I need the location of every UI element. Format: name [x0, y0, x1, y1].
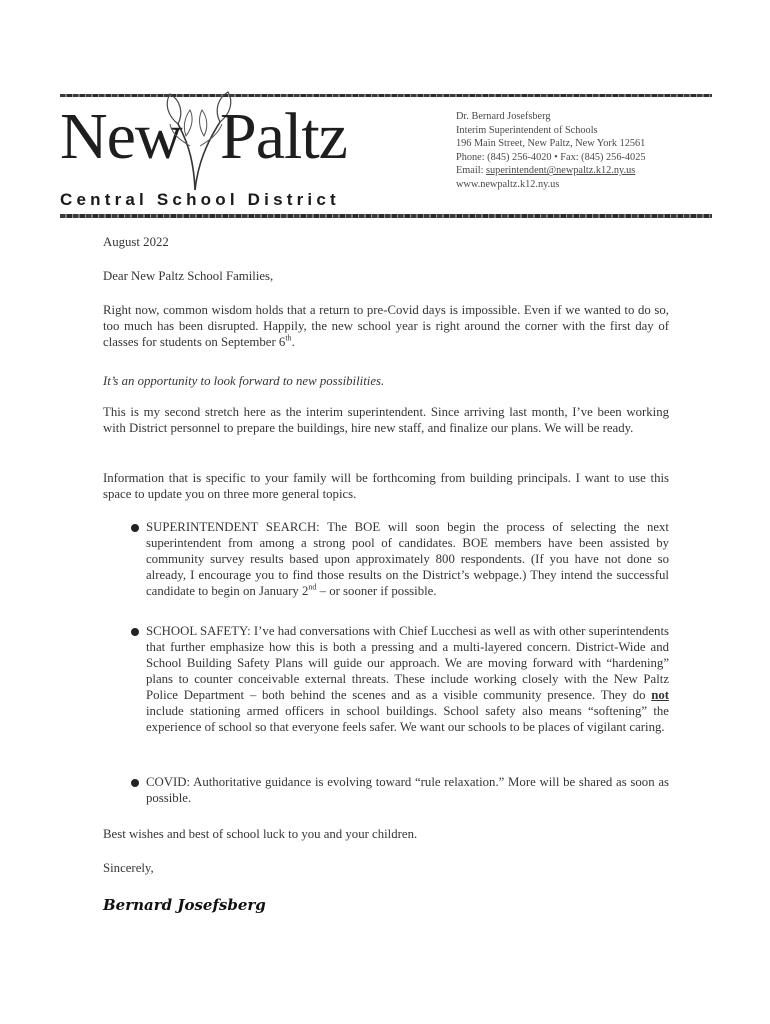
bullet-dot [131, 524, 139, 532]
sender-name: Dr. Bernard Josefsberg [456, 111, 551, 122]
handwritten-signature: Bernard Josefsberg [103, 896, 266, 914]
ordinal-suffix: nd [308, 582, 317, 592]
ordinal-suffix: th [285, 333, 292, 343]
paragraph-second-stretch: This is my second stretch here as the interim superintendent. Since arriving last month, I’ve been working with District personnel to prepare the buildings, hire new staff, and finalize our plans. We will be ready. [103, 405, 669, 435]
district-subtitle: Central School District [60, 190, 340, 209]
bullet-dot [131, 628, 139, 636]
letterhead-bottom-rule [60, 214, 712, 218]
paragraph-topics-intro: Information that is specific to your family will be forthcoming from building principals. I want to use this space to update you on three more general topics. [103, 471, 669, 501]
bullet-dot [131, 779, 139, 787]
letter-salutation: Dear New Paltz School Families, [103, 269, 274, 283]
sender-email-line [456, 164, 716, 178]
email-label: Email: [456, 165, 484, 177]
bullet-search-end: – or sooner if possible. [316, 584, 437, 598]
sender-address: 196 Main Street, New Paltz, New York 12561 [456, 138, 646, 150]
letter-signoff: Sincerely, [103, 861, 154, 875]
paragraph-intro [103, 302, 669, 350]
emphasis-not: not [651, 688, 669, 702]
paragraph-intro-text: Right now, common wisdom holds that a return to pre-Covid days is impossible. Even if we wanted to do so, too much has been disrupted. Happily, the new school year is right around the corner with the first day of classes for students on September 6 [103, 303, 669, 349]
letterhead-contact [456, 110, 716, 192]
paragraph-opportunity: It’s an opportunity to look forward to new possibilities. [103, 374, 385, 388]
bullet-superintendent-search [146, 519, 669, 599]
bullet-safety-text-end: include stationing armed officers in school buildings. School safety also means “softening” the experience of school so that everyone feels safer. We want our schools to be places of vigilant caring. [146, 704, 669, 734]
sender-title: Interim Superintendent of Schools [456, 124, 598, 136]
bullet-school-safety [146, 623, 669, 735]
paragraph-intro-end: . [291, 335, 295, 349]
bullet-covid: COVID: Authoritative guidance is evolving toward “rule relaxation.” More will be shared as soon as possible. [146, 775, 669, 805]
letter-closing: Best wishes and best of school luck to you and your children. [103, 827, 418, 841]
logo-word-new: New [60, 100, 182, 173]
email-link[interactable]: superintendent@newpaltz.k12.ny.us [486, 165, 636, 177]
bullet-safety-text: SCHOOL SAFETY: I’ve had conversations with Chief Lucchesi as well as with other superintendents that further emphasize how this is both a pressing and a multi-layered concern. District-Wide and School Building Safety Plans will guide our approach. We are moving forward with “hardening” plans to counter conceivable external threats. These include working closely with the New Paltz Police Department – both behind the scenes and as a visible community presence. They do [146, 624, 669, 702]
letter-date: August 2022 [103, 235, 169, 249]
bullet-search-text: SUPERINTENDENT SEARCH: The BOE will soon begin the process of selecting the next superintendent from among a strong pool of candidates. BOE members have been assisted by community survey results based upon approximately 800 respondents. (If you have not done so already, I encourage you to find those results on the District’s webpage.) They intend the successful candidate to begin on January 2 [146, 520, 669, 598]
sender-phone: Phone: (845) 256-4020 • Fax: (845) 256-4025 [456, 151, 646, 163]
website-link[interactable]: www.newpaltz.k12.ny.us [456, 178, 560, 190]
logo-word-paltz: Paltz [220, 100, 347, 173]
